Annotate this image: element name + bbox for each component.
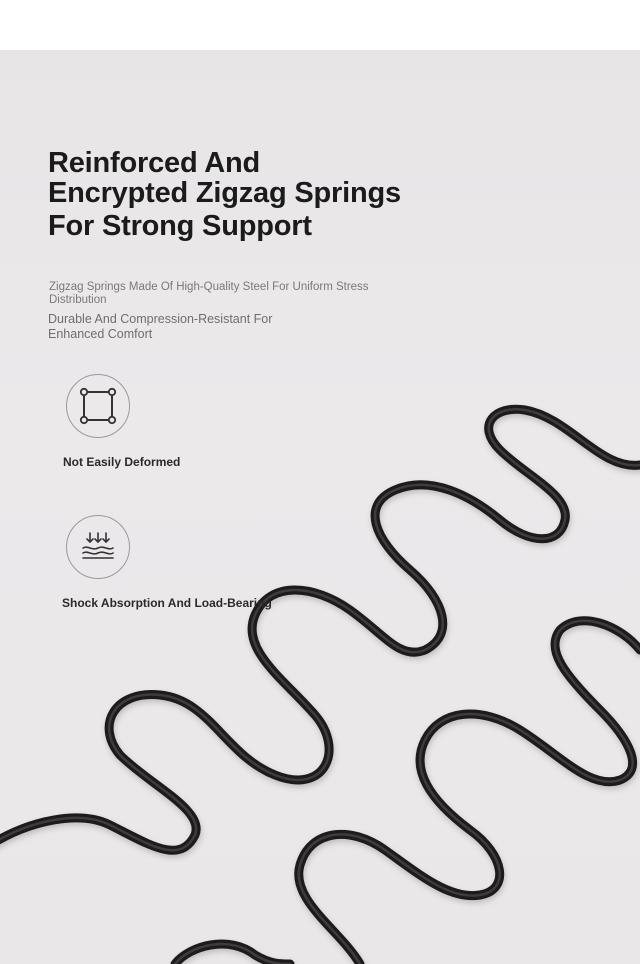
title-line-2: Encrypted Zigzag Springs — [48, 177, 401, 209]
title-line-1: Reinforced And — [48, 147, 261, 179]
description-steel: Zigzag Springs Made Of High-Quality Steel For Uniform Stress Distribution — [49, 281, 369, 306]
description-durable: Durable And Compression-Resistant For Enhanced Comfort — [48, 312, 273, 341]
spring-upper — [0, 409, 640, 850]
top-white-bar — [0, 0, 640, 50]
page-title — [48, 148, 401, 241]
spring-lower — [175, 621, 640, 964]
feature-label-shock: Shock Absorption And Load-Bearing — [62, 596, 272, 610]
product-feature-panel — [0, 50, 640, 964]
title-line-3: For Strong Support — [48, 210, 312, 242]
feature-label-deform: Not Easily Deformed — [63, 455, 181, 469]
square-frame-icon — [66, 374, 130, 438]
shock-absorption-icon — [66, 515, 130, 579]
